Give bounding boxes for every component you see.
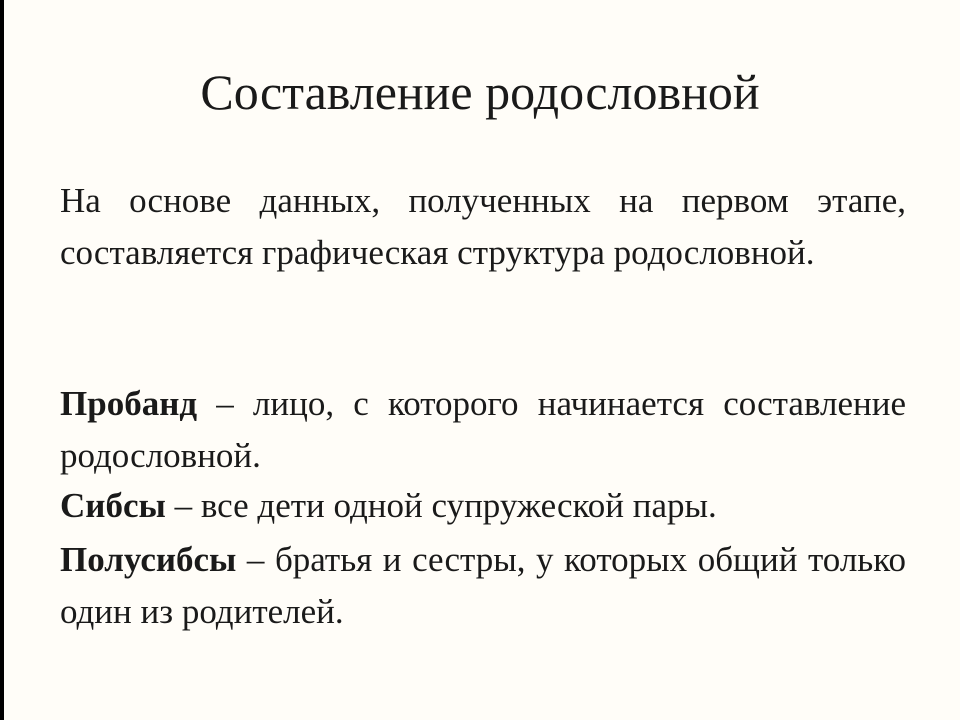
slide-title: Составление родословной — [200, 64, 760, 120]
definition-text: – все дети одной супружеской пары. — [165, 486, 717, 525]
definition-text: – лицо, с которого начинается составление родословной. — [60, 384, 906, 475]
definition-term: Полусибсы — [60, 540, 237, 579]
intro-paragraph: На основе данных, полученных на первом этапе, составляется графическая структура родословной. — [60, 181, 906, 272]
definition-half-sibs — [60, 534, 906, 638]
definition-term: Пробанд — [60, 384, 198, 423]
definition-text: – братья и сестры, у которых общий только один из родителей. — [60, 540, 906, 631]
definition-proband — [60, 378, 906, 482]
definition-term: Сибсы — [60, 486, 166, 525]
definition-sibs — [60, 480, 906, 532]
